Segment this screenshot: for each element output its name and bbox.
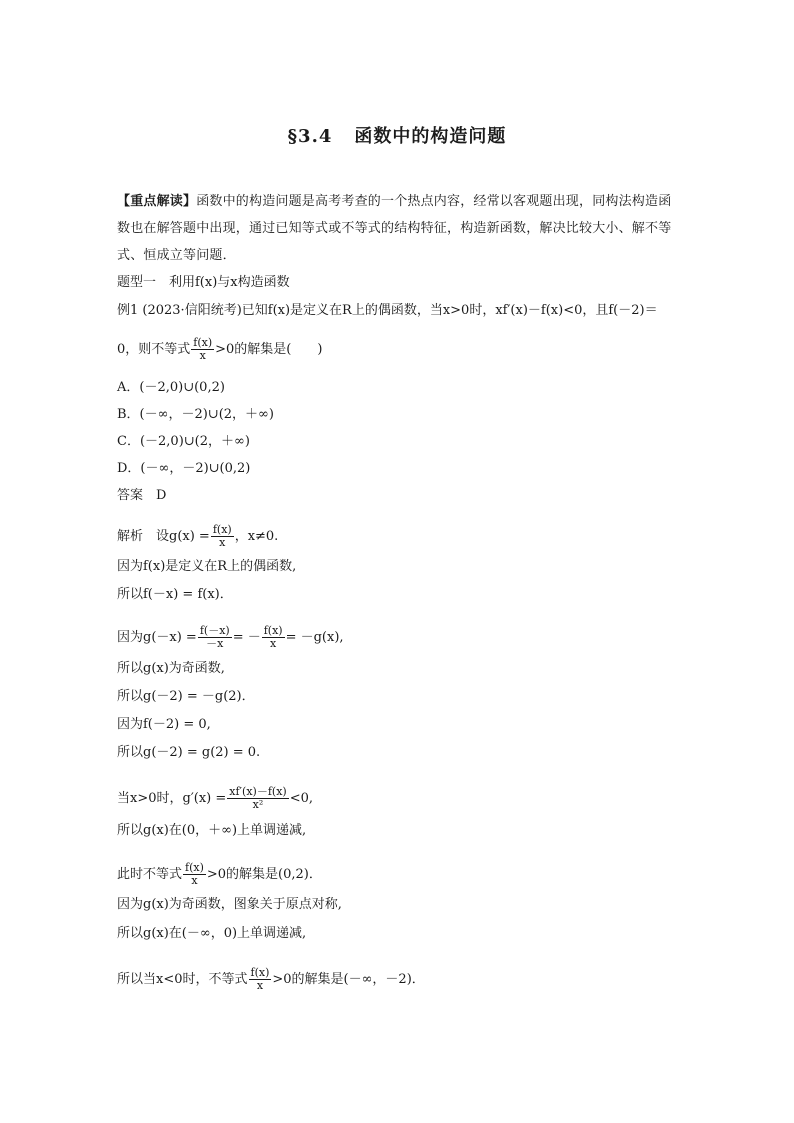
solution-line-8: 所以g(－2) = g(2) = 0. (117, 745, 261, 760)
solution-line-7: 因为f(－2) = 0, (117, 717, 211, 732)
section-title: 函数中的构造问题 (354, 126, 507, 147)
option-a: A．(－2,0)∪(0,2) (117, 380, 225, 395)
solution-line-2: 因为f(x)是定义在R上的偶函数, (117, 559, 297, 574)
topic-heading: 题型一 利用f(x)与x构造函数 (117, 275, 290, 290)
page-title (0, 122, 794, 148)
fraction: $\frac{xf'(x)-f(x)}{\text{x²}}$ (229, 785, 287, 811)
solution-line-5: 所以g(x)为奇函数, (117, 661, 225, 676)
solution-line-9: 当x>0时，g′(x) = $\frac{xf'(x)-f(x)}{\text{x²}}$ <0, (117, 785, 313, 811)
example-line-1: 例1 (2023·信阳统考)已知f(x)是定义在R上的偶函数，当x>0时，xf′(x)－f(x)<0，且f(－2)＝ (117, 303, 658, 318)
fraction: $\frac{f(x)}{x}$ (250, 966, 270, 992)
example-line-2: 0，则不等式 $\frac{f(x)}{x}$ >0的解集是( ) (117, 336, 323, 362)
solution-line-10: 所以g(x)在(0，＋∞)上单调递减, (117, 823, 307, 838)
solution-line-6: 所以g(－2) = －g(2)． (117, 689, 255, 704)
solution-line-1: 解析 设g(x) = $\frac{f(x)}{x}$ ，x≠0. (117, 523, 279, 549)
lead-paragraph (117, 188, 677, 269)
option-d: D．(－∞，－2)∪(0,2) (117, 461, 251, 476)
fraction: $\frac{f(x)}{x}$ (185, 861, 204, 887)
solution-line-12: 因为g(x)为奇函数，图象关于原点对称, (117, 897, 342, 912)
section-number: §3.4 (287, 126, 333, 147)
solution-line-13: 所以g(x)在(－∞，0)上单调递减, (117, 926, 307, 941)
fraction: $\frac{f(x)}{x}$ (263, 624, 283, 650)
option-b: B．(－∞，－2)∪(2，＋∞) (117, 407, 274, 422)
lead-tag: 【重点解读】 (117, 194, 197, 209)
solution-line-14: 所以当x<0时，不等式 $\frac{f(x)}{x}$ >0的解集是(－∞，－2)． (117, 966, 425, 992)
solution-line-4: 因为g(－x) = $\frac{f(-x)}{-x}$ = － $\frac{f(x)}{x}$ = －g(x), (117, 624, 344, 650)
lead-text: 函数中的构造问题是高考考查的一个热点内容，经常以客观题出现，同构法构造函数也在解答题中出现，通过已知等式或不等式的结构特征，构造新函数，解决比较大小、解不等式、恒成立等问题． (117, 194, 672, 263)
option-c: C．(－2,0)∪(2，＋∞) (117, 434, 250, 449)
fraction: $\frac{f(-x)}{-x}$ (199, 624, 230, 650)
answer: 答案 D (117, 488, 167, 503)
fraction: $\frac{f(x)}{x}$ (193, 336, 213, 362)
fraction: $\frac{f(x)}{x}$ (212, 523, 232, 549)
solution-line-11: 此时不等式 $\frac{f(x)}{x}$ >0的解集是(0,2)． (117, 861, 322, 887)
solution-line-3: 所以f(－x) = f(x)． (117, 587, 233, 602)
